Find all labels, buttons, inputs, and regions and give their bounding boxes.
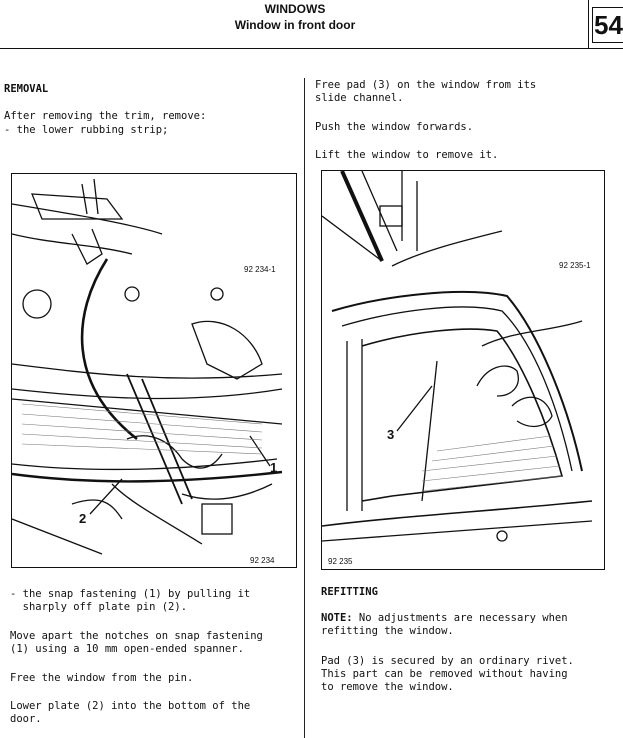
callout-1: 1 (270, 460, 278, 475)
removal-item-snap-fastening: - the snap fastening (1) by pulling it sharply off plate pin (2). (10, 588, 251, 613)
figure-ref-bottom: 92 235 (328, 557, 353, 566)
note-label: NOTE: (321, 612, 353, 624)
header-divider (588, 0, 589, 48)
removal-item-rubbing-strip: - the lower rubbing strip; (4, 124, 169, 136)
paragraph-lift-window: Lift the window to remove it. (315, 149, 499, 161)
figure-ref-top: 92 234-1 (244, 265, 276, 274)
paragraph-pad-rivet: Pad (3) is secured by an ordinary rivet. This part can be removed without having to remove the window. (321, 655, 574, 693)
paragraph-free-pad: Free pad (3) on the window from its slide channel. (315, 79, 537, 104)
section-title: WINDOWS (264, 2, 326, 16)
page-subtitle: Window in front door (234, 18, 356, 32)
callout-2: 2 (79, 511, 87, 526)
window-frame-illustration (322, 171, 604, 569)
door-interior-illustration (12, 174, 296, 567)
page-number: 54 (592, 7, 623, 43)
figure-92-235 (321, 170, 605, 570)
removal-intro: After removing the trim, remove: (4, 110, 207, 122)
note-text: No adjustments are necessary when refitting the window. (321, 612, 568, 637)
column-divider (304, 78, 305, 738)
refitting-heading: REFITTING (321, 586, 378, 598)
figure-92-234 (11, 173, 297, 568)
paragraph-move-notches: Move apart the notches on snap fastening (1) using a 10 mm open-ended spanner. (10, 630, 263, 655)
callout-3: 3 (387, 427, 395, 442)
removal-heading: REMOVAL (4, 83, 49, 95)
figure-ref-top: 92 235-1 (559, 261, 591, 270)
header-titles (0, 1, 590, 33)
paragraph-push-window: Push the window forwards. (315, 121, 474, 133)
paragraph-free-window: Free the window from the pin. (10, 672, 194, 684)
paragraph-lower-plate: Lower plate (2) into the bottom of the door. (10, 700, 251, 725)
figure-ref-bottom: 92 234 (250, 556, 275, 565)
note-block (321, 612, 568, 638)
page-header (0, 0, 623, 49)
